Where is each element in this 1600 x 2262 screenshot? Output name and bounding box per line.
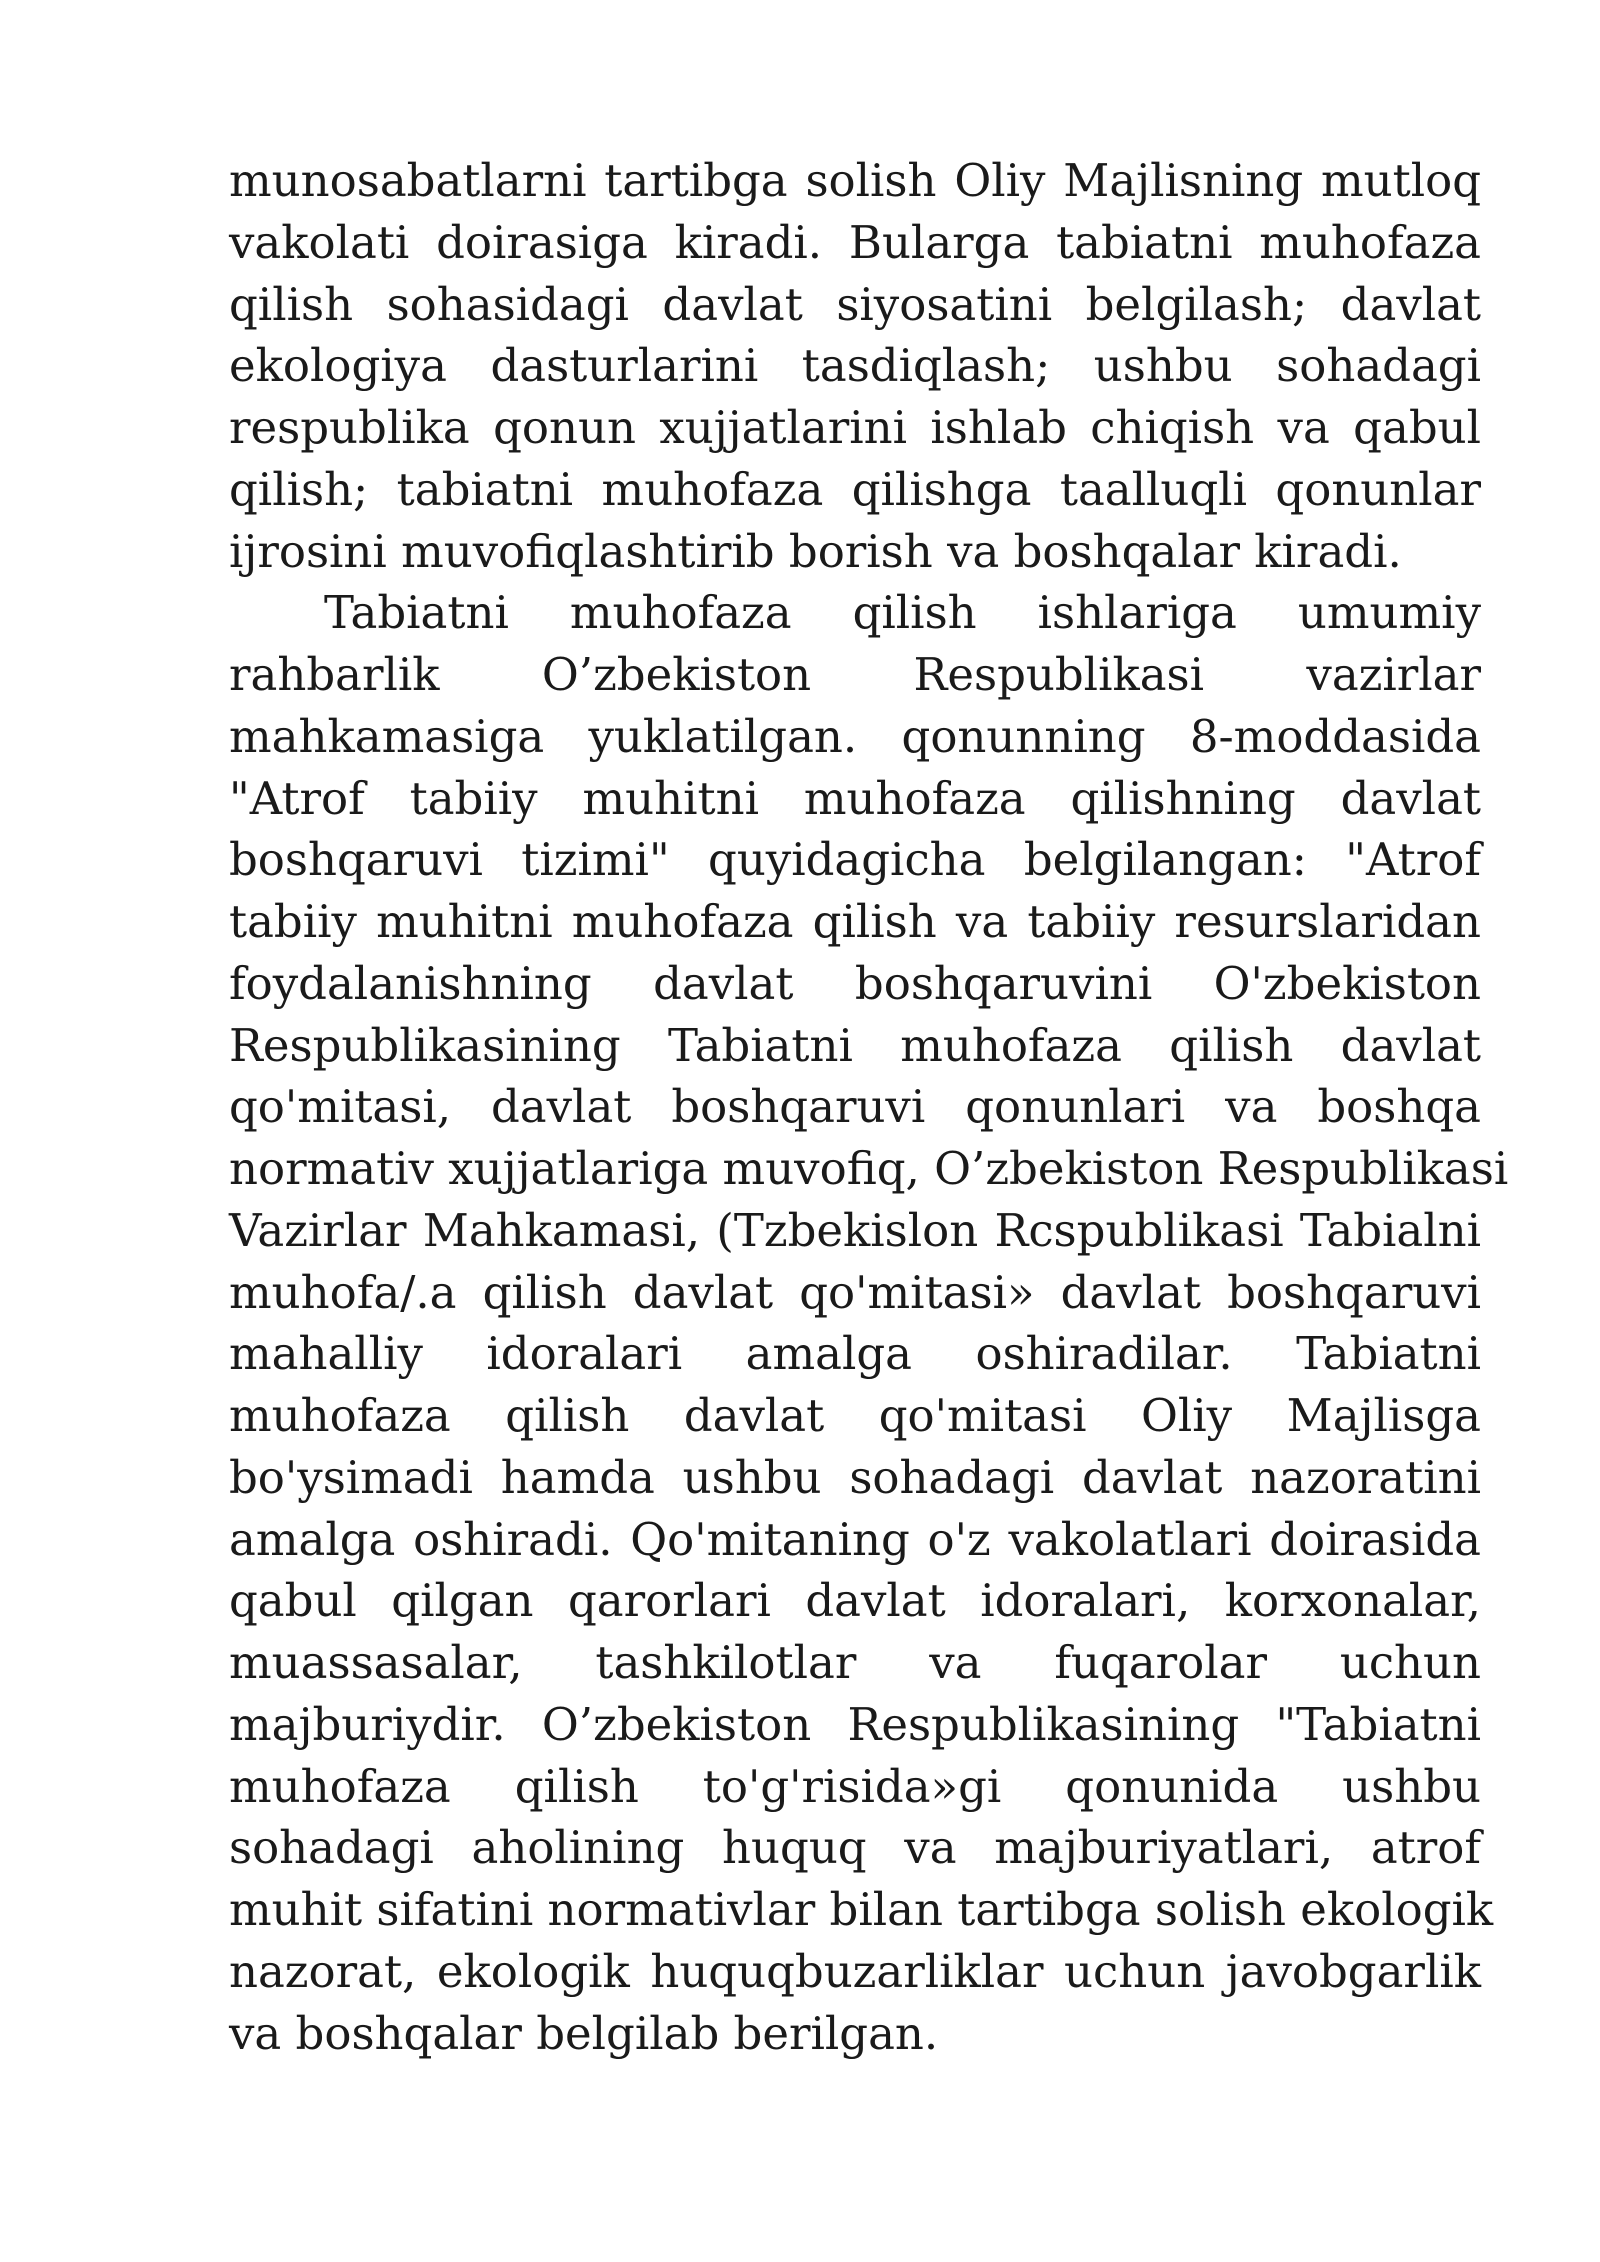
text-line: Tabiatni muhofaza qilish ishlariga umumiy [324,586,1481,640]
text-line: qo'mitasi, davlat boshqaruvi qonunlari va boshqa [229,1080,1481,1134]
text-line: vakolati doirasiga kiradi. Bularga tabiatni muhofaza [229,215,1481,269]
text-line: respublika qonun xujjatlarini ishlab chiqish va qabul [229,401,1481,454]
text-line: mahalliy idoralari amalga oshiradilar. Tabiatni [229,1327,1481,1381]
text-line: muhit sifatini normativlar bilan tartibga solish ekologik [229,1883,1494,1936]
text-line: muhofaza qilish to'g'risida»gi qonunida ushbu [229,1759,1481,1813]
text-line: nazorat, ekologik huquqbuzarliklar uchun javobgarlik [229,1944,1481,1998]
text-line: va boshqalar belgilab berilgan. [229,2006,939,2060]
text-line: qilish sohasidagi davlat siyosatini belgilash; davlat [229,277,1481,331]
text-line: ijrosini muvofiqlashtirib borish va boshqalar kiradi. [229,524,1402,578]
text-line: rahbarlik O’zbekiston Respublikasi vazirlar [229,648,1481,701]
text-line: bo'ysimadi hamda ushbu sohadagi davlat nazoratini [229,1450,1481,1504]
text-line: ekologiya dasturlarini tasdiqlash; ushbu sohadagi [229,339,1481,393]
text-line: majburiydir. O’zbekiston Respublikasining "Tabiatni [229,1697,1481,1751]
text-line: muassasalar, tashkilotlar va fuqarolar uchun [229,1636,1481,1689]
text-line: Vazirlar Mahkamasi, (Tzbekislon Rcspublikasi Tabialni [229,1203,1481,1257]
text-line: foydalanishning davlat boshqaruvini O'zbekiston [229,956,1481,1010]
text-line: munosabatlarni tartibga solish Oliy Majlisning mutloq [229,154,1481,207]
text-line: "Atrof tabiiy muhitni muhofaza qilishning davlat [229,771,1481,825]
text-line: tabiiy muhitni muhofaza qilish va tabiiy resurslaridan [229,895,1481,948]
text-line: muhofaza qilish davlat qo'mitasi Oliy Majlisga [229,1389,1481,1442]
text-line: mahkamasiga yuklatilgan. qonunning 8-moddasida [229,709,1481,763]
text-line: qilish; tabiatni muhofaza qilishga taalluqli qonunlar [229,462,1481,516]
text-line: sohadagi aholining huquq va majburiyatlari, atrof [229,1821,1481,1875]
body-text [229,150,1509,2064]
text-line: Respublikasining Tabiatni muhofaza qilish davlat [229,1018,1481,1072]
text-line: normativ xujjatlariga muvofiq, O’zbekiston Respublikasi [229,1142,1509,1195]
text-line: boshqaruvi tizimi" quyidagicha belgilangan: "Atrof [229,833,1481,887]
text-line: amalga oshiradi. Qo'mitaning o'z vakolatlari doirasida [229,1512,1481,1566]
text-line: muhofa/.a qilish davlat qo'mitasi» davlat boshqaruvi [229,1265,1481,1319]
text-line: qabul qilgan qarorlari davlat idoralari, korxonalar, [229,1574,1481,1628]
